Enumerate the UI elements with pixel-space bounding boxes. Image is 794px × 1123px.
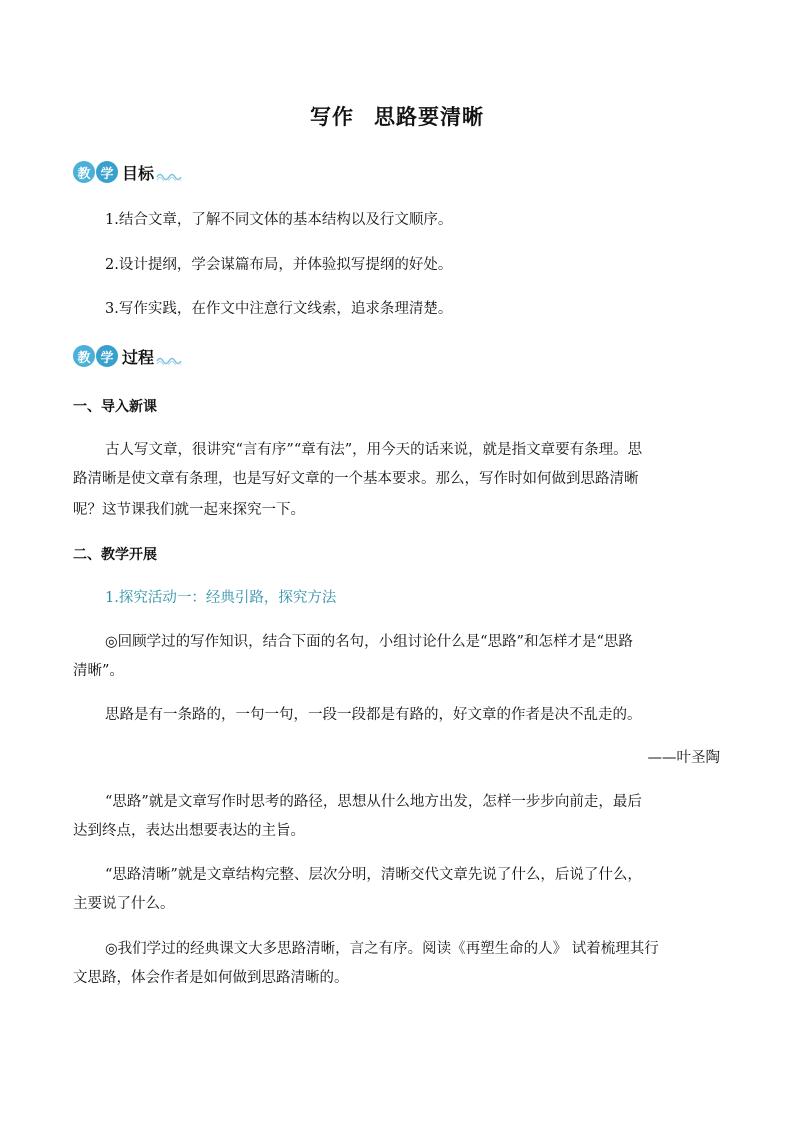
part2-heading: 二、教学开展 (73, 547, 157, 563)
intro-line-3: 呢？这节课我们就一起来探究一下。 (73, 502, 305, 518)
wave-decoration-icon (156, 355, 182, 365)
quote-author: ——叶圣陶 (647, 750, 720, 766)
badge-circle-jiao: 教 (73, 161, 95, 183)
qingxi-line-1: “思路清晰”就是文章结构完整、层次分明，清晰交代文章先说了什么，后说了什么， (105, 867, 642, 883)
goal-item-3: 3.写作实践，在作文中注意行文线索，追求条理清楚。 (105, 301, 453, 317)
title-part1: 写作 (310, 105, 354, 129)
activity-1-heading: 1.探究活动一：经典引路，探究方法 (105, 590, 337, 606)
intro-line-1: 古人写文章，很讲究“言有序”“章有法”，用今天的话来说，就是指文章要有条理。思 (105, 442, 643, 458)
classic-line-1: ◎我们学过的经典课文大多思路清晰，言之有序。阅读《再塑生命的人》 试着梳理其行 (105, 941, 659, 957)
badge-circle-jiao: 教 (73, 345, 95, 367)
title-part2: 思路要清晰 (374, 105, 484, 129)
intro-line-2: 路清晰是使文章有条理，也是写好文章的一个基本要求。那么，写作时如何做到思路清晰 (73, 471, 639, 487)
badge-circle-xue: 学 (96, 345, 118, 367)
quote-text: 思路是有一条路的，一句一句，一段一段都是有路的，好文章的作者是决不乱走的。 (105, 707, 642, 723)
wave-decoration-icon (156, 171, 182, 181)
goals-section-label: 目标 (122, 163, 155, 183)
goals-section-badge (73, 159, 182, 185)
process-section-label: 过程 (122, 347, 155, 367)
badge-circle-xue: 学 (96, 161, 118, 183)
silu-line-1: “思路”就是文章写作时思考的路径，思想从什么地方出发，怎样一步步向前走，最后 (105, 794, 642, 810)
review-line-1: ◎回顾学过的写作知识，结合下面的名句，小组讨论什么是“思路”和怎样才是“思路 (105, 634, 633, 650)
part1-heading: 一、导入新课 (73, 399, 157, 415)
page-title (0, 101, 794, 131)
goal-item-2: 2.设计提纲，学会谋篇布局，并体验拟写提纲的好处。 (105, 257, 453, 273)
goal-item-1: 1.结合文章，了解不同文体的基本结构以及行文顺序。 (105, 212, 453, 228)
silu-line-2: 达到终点，表达出想要表达的主旨。 (73, 823, 305, 839)
classic-line-2: 文思路，体会作者是如何做到思路清晰的。 (73, 970, 349, 986)
review-line-2: 清晰”。 (73, 663, 124, 679)
process-section-badge (73, 343, 182, 369)
qingxi-line-2: 主要说了什么。 (73, 896, 175, 912)
